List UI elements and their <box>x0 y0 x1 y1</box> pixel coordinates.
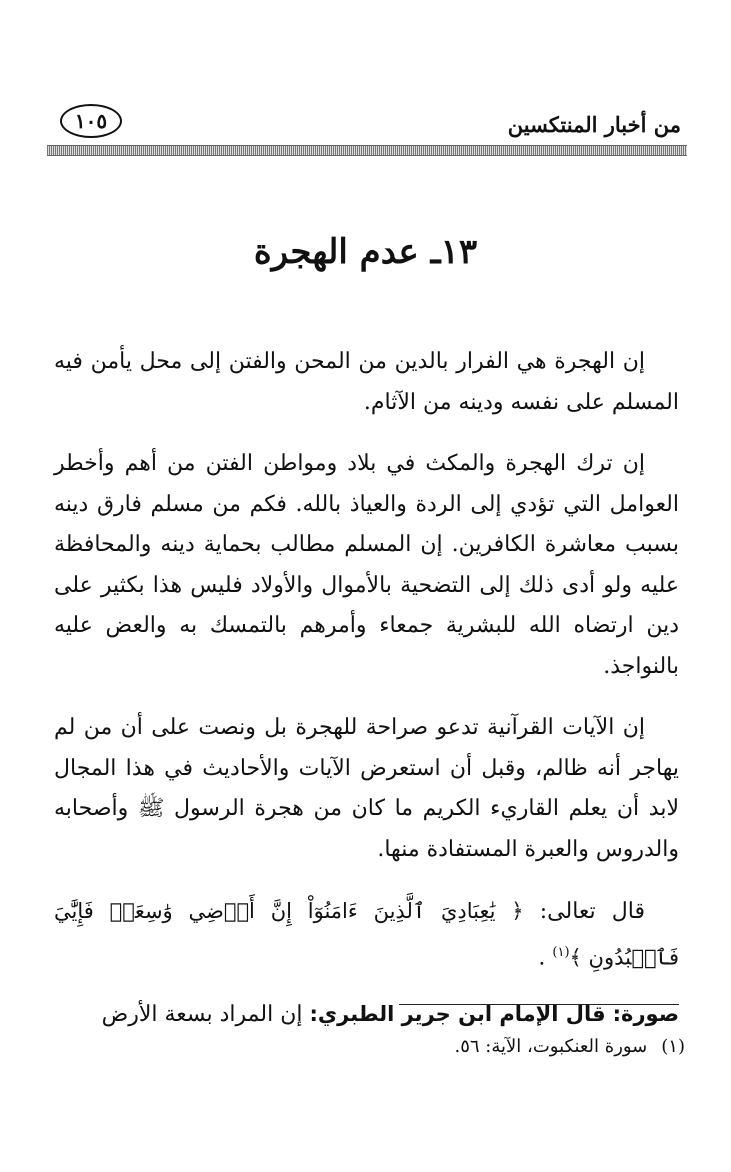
running-title: من أخبار المنتكسين <box>507 112 681 137</box>
paragraph-4-text: إن المراد بسعة الأرض <box>101 1002 303 1028</box>
paragraph-1: إن الهجرة هي الفرار بالدين من المحن والفتن إلى محل يأمن فيه المسلم على نفسه ودينه من الآثام. <box>54 349 679 415</box>
footnote-marker: (١) <box>661 1036 685 1057</box>
quote-end: . <box>538 944 546 970</box>
footnote <box>455 1036 686 1057</box>
page-number: ١٠٥ <box>60 104 122 138</box>
surah-label: صورة: <box>612 1002 679 1027</box>
header-rule <box>47 145 687 156</box>
footnote-reference: (١) <box>552 944 570 960</box>
body-text <box>54 342 679 1036</box>
footnote-rule <box>399 1004 679 1005</box>
footnote-text: سورة العنكبوت، الآية: ٥٦. <box>454 1036 648 1057</box>
quote-intro: قال تعالى: <box>539 899 646 924</box>
quran-quote <box>54 891 679 978</box>
paragraph-3: إن الآيات القرآنية تدعو صراحة للهجرة بل ونصت على أن من لم يهاجر أنه ظالم، وقبل أن استعرض الآيات والأحاديث في هذا المجال لابد أن يعلم القاريء الكريم ما كان من هجرة الرسول ﷺ وأصحابه والدروس والعبرة المستفادة منها. <box>54 715 679 862</box>
quran-verse: ﴿ يَٰعِبَادِيَ ٱلَّذِينَ ءَامَنُوٓاْ إِنَّ أَرۡضِي وَٰسِعَةٞ فَإِيَّٰيَ فَٱعۡبُدُونِ ﴾ <box>54 899 679 969</box>
paragraph-4 <box>54 994 679 1036</box>
chapter-title: ١٣ـ عدم الهجرة <box>253 232 478 272</box>
tabari-attribution: قال الإمام ابن جرير الطبري: <box>309 1002 606 1027</box>
paragraph-2: إن ترك الهجرة والمكث في بلاد ومواطن الفتن من أهم وأخطر العوامل التي تؤدي إلى الردة والعياذ بالله. فكم من مسلم فارق دينه بسبب معاشرة الكافرين. إن المسلم مطالب بحماية دينه والمحافظة عليه ولو أدى ذلك إلى التضحية بالأموال والأولاد فليس هذا بكثير على دين ارتضاه الله للبشرية جمعاء وأمرهم بالتمسك به والعض عليه بالنواجذ. <box>54 451 679 679</box>
